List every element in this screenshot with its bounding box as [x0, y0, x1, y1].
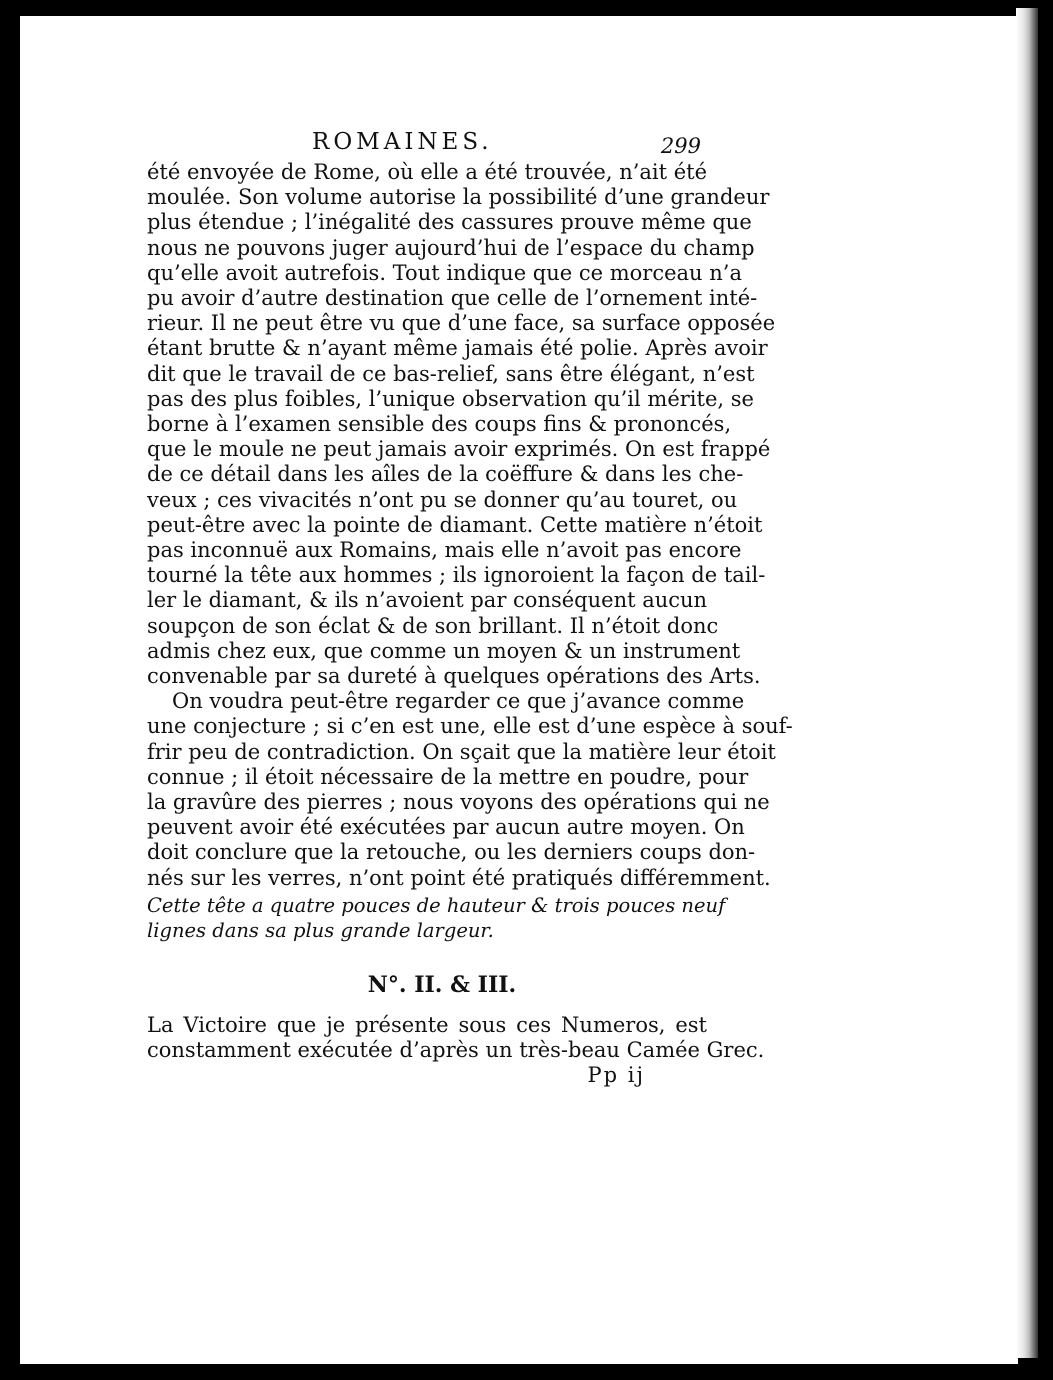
signature-mark: Pp ij: [587, 1062, 645, 1087]
text-line: doit conclure que la retouche, ou les derniers coups don-: [147, 840, 756, 865]
text-line: pas des plus foibles, l’unique observation qu’il mérite, se: [147, 386, 754, 411]
text-line: tourné la tête aux hommes ; ils ignoroient la façon de tail-: [147, 563, 766, 588]
paragraph: [147, 689, 793, 891]
section-paragraph: [147, 1012, 765, 1063]
text-line: La Victoire que je présente sous ces Numeros, est: [147, 1012, 707, 1037]
running-head: [147, 128, 707, 160]
page-number: 299: [660, 134, 701, 158]
text-line: nous ne pouvons juger aujourd’hui de l’espace du champ: [147, 235, 755, 260]
text-line: peut-être avec la pointe de diamant. Cette matière n’étoit: [147, 512, 763, 537]
text-line: ler le diamant, & ils n’avoient par conséquent aucun: [147, 588, 708, 613]
text-line: peuvent avoir été exécutées par aucun autre moyen. On: [147, 815, 745, 840]
text-line: soupçon de son éclat & de son brillant. Il n’étoit donc: [147, 613, 719, 638]
text-line: étant brutte & n’ayant même jamais été polie. Après avoir: [147, 336, 768, 361]
text-line: moulée. Son volume autorise la possibilité d’une grandeur: [147, 185, 770, 210]
text-line: de ce détail dans les aîles de la coëffure & dans les che-: [147, 462, 744, 487]
text-line: frir peu de contradiction. On sçait que la matière leur étoit: [147, 739, 776, 764]
text-line: été envoyée de Rome, où elle a été trouvée, n’ait été: [147, 160, 708, 184]
text-line: que le moule ne peut jamais avoir exprimés. On est frappé: [147, 437, 771, 462]
text-line: une conjecture ; si c’en est une, elle est d’une espèce à souf-: [147, 714, 793, 739]
running-title: ROMAINES.: [312, 129, 493, 155]
caption: [147, 893, 726, 943]
paragraph: [147, 160, 776, 689]
text-block: [147, 128, 793, 1088]
text-line: connue ; il étoit nécessaire de la mettre en poudre, pour: [147, 764, 749, 789]
text-line: Cette tête a quatre pouces de hauteur & trois pouces neuf: [147, 893, 726, 917]
text-line: veux ; ces vivacités n’ont pu se donner qu’au touret, ou: [147, 487, 738, 512]
text-line: lignes dans sa plus grande largeur.: [147, 919, 494, 943]
text-line: borne à l’examen sensible des coups fins & prononcés,: [147, 412, 732, 437]
text-line: pu avoir d’autre destination que celle de l’ornement inté-: [147, 286, 758, 311]
text-line: qu’elle avoit autrefois. Tout indique que ce morceau n’a: [147, 260, 742, 285]
text-line: On voudra peut-être regarder ce que j’avance comme: [172, 689, 745, 714]
text-line: la gravûre des pierres ; nous voyons des opérations qui ne: [147, 790, 770, 815]
text-line: pas inconnuë aux Romains, mais elle n’avoit pas encore: [147, 538, 742, 563]
text-line: constamment exécutée d’après un très-beau Camée Grec.: [147, 1037, 765, 1062]
body-text: [147, 160, 793, 891]
text-line: rieur. Il ne peut être vu que d’une face, sa surface opposée: [147, 311, 776, 336]
text-line: dit que le travail de ce bas-relief, sans être élégant, n’est: [147, 361, 755, 386]
page-edge: [1016, 8, 1038, 1358]
text-line: convenable par sa dureté à quelques opérations des Arts.: [147, 664, 761, 689]
text-line: plus étendue ; l’inégalité des cassures prouve même que: [147, 210, 752, 235]
text-line: admis chez eux, que comme un moyen & un instrument: [147, 638, 741, 663]
section-heading: N°. II. & III.: [367, 972, 517, 999]
text-line: nés sur les verres, n’ont point été pratiqués différemment.: [147, 865, 771, 890]
